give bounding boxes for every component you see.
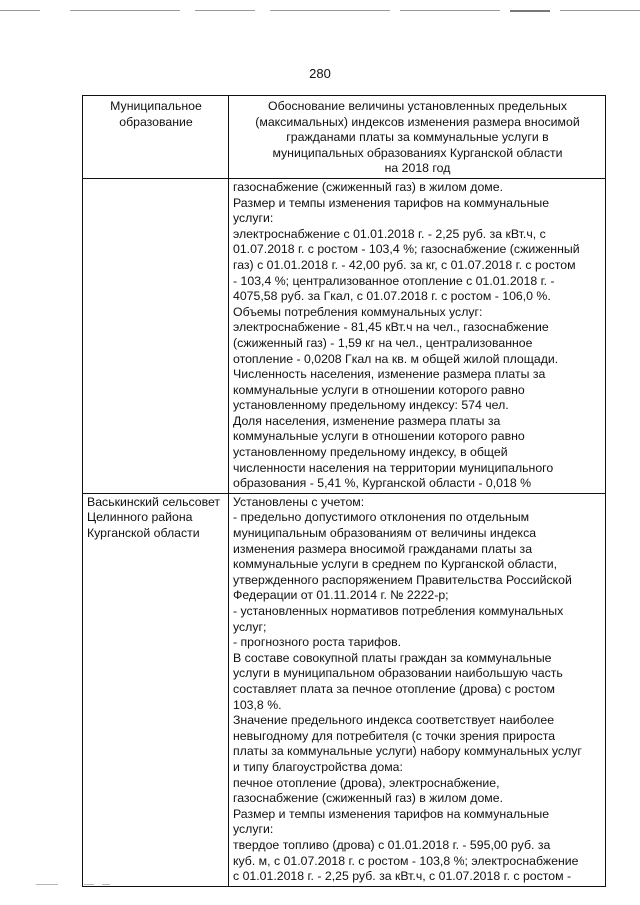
scan-edge-bottom (36, 883, 116, 886)
text-line: В составе совокупной платы граждан за коммунальные (233, 650, 552, 665)
text-line: утвержденного распоряжением Правительства Российской (233, 572, 572, 587)
text-line: электроснабжение - 81,45 кВт.ч на чел., газоснабжение (233, 320, 549, 335)
text-line: 4075,58 руб. за Гкал, с 01.07.2018 г. с ростом - 106,0 %. (233, 289, 551, 304)
table-header-row (83, 96, 606, 179)
text-line: печное отопление (дрова), электроснабжение, (233, 775, 500, 790)
text-line: услуг; (233, 619, 267, 634)
text-line: Значение предельного индекса соответствует наиболее (233, 713, 555, 728)
text-line: твердое топливо (дрова) с 01.01.2018 г. - 595,00 руб. за (233, 837, 551, 852)
header-text-line: (максимальных) индексов изменения размера вносимой (255, 114, 580, 129)
text-line: установленному предельному индексу: 574 чел. (233, 398, 509, 413)
text-line: газоснабжение (сжиженный газ) в жилом доме. (233, 791, 504, 806)
text-line: платы за коммунальные услуги) набору коммунальных услуг (233, 744, 582, 759)
justification-cell (229, 493, 606, 886)
justification-table (82, 95, 606, 887)
municipality-cell (83, 493, 229, 886)
text-line: газ) с 01.01.2018 г. - 42,00 руб. за кг, с 01.07.2018 г. с ростом (233, 257, 576, 272)
text-line: установленному предельному индексу, в общей (233, 445, 508, 460)
justification-cell (229, 178, 606, 493)
text-line: Объемы потребления коммунальных услуг: (233, 304, 483, 319)
text-line: - предельно допустимого отклонения по отдельным (233, 510, 530, 525)
table-row (83, 493, 606, 886)
text-line: (сжиженный газ) - 1,59 кг на чел., централизованное (233, 335, 533, 350)
text-line: Установлены с учетом: (233, 494, 365, 509)
text-line: газоснабжение (сжиженный газ) в жилом доме. (233, 179, 504, 194)
text-line: - установленных нормативов потребления коммунальных (233, 604, 564, 618)
text-line: Численность населения, изменение размера платы за (233, 367, 546, 382)
municipality-line: Курганской области (87, 526, 200, 541)
text-line: коммунальные услуги в отношении которого равно (233, 429, 525, 444)
scan-edge-top (0, 9, 640, 13)
text-line: коммунальные услуги в отношении которого равно (233, 382, 525, 397)
text-line: коммунальные услуги в среднем по Курганской области, (233, 557, 558, 572)
page-number: 280 (309, 66, 331, 81)
text-line: с 01.01.2018 г. - 2,25 руб. за кВт.ч, с 01.07.2018 г. с ростом - (233, 869, 572, 884)
header-text-line: Муниципальное (110, 99, 202, 113)
municipality-cell (83, 178, 229, 493)
text-line: куб. м, с 01.07.2018 г. с ростом - 103,8 %; электроснабжение (233, 853, 579, 868)
header-justification (229, 96, 606, 179)
municipality-line: Васькинский сельсовет (87, 494, 221, 509)
text-line: невыгодному для потребителя (с точки зрения прироста (233, 728, 556, 743)
text-line: численности населения на территории муниципального (233, 460, 554, 475)
text-line: изменения размера вносимой гражданами платы за (233, 541, 533, 556)
text-line: - прогнозного роста тарифов. (233, 635, 402, 650)
text-line: услуги: (233, 211, 274, 226)
text-line: Размер и темпы изменения тарифов на коммунальные (233, 806, 550, 821)
text-line: - 103,4 %; централизованное отопление с 01.01.2018 г. - (233, 273, 555, 288)
text-line: 01.07.2018 г. с ростом - 103,4 %; газоснабжение (сжиженный (233, 242, 580, 257)
text-line: услуги: (233, 822, 274, 837)
municipality-line: Целинного района (87, 510, 193, 525)
text-line: образования - 5,41 %, Курганской области - 0,018 % (233, 476, 532, 491)
header-text-line: гражданами платы за коммунальные услуги в (286, 130, 549, 145)
text-line: 103,8 %. (233, 697, 282, 712)
text-line: электроснабжение с 01.01.2018 г. - 2,25 руб. за кВт.ч, с (233, 226, 546, 241)
text-line: Федерации от 01.11.2014 г. № 2222-р; (233, 588, 449, 603)
text-line: составляет плата за печное отопление (дрова) с ростом (233, 681, 555, 696)
header-municipality (83, 96, 229, 179)
text-line: услуги в муниципальном образовании наибольшую часть (233, 666, 563, 681)
header-text-line: муниципальных образованиях Курганской области (272, 145, 563, 160)
text-line: муниципальным образованиям от величины индекса (233, 526, 537, 541)
text-line: Размер и темпы изменения тарифов на коммунальные (233, 195, 550, 210)
header-text-line: образование (119, 114, 193, 129)
text-line: отопление - 0,0208 Гкал на кв. м общей жилой площади. (233, 351, 559, 366)
text-line: и типу благоустройства дома: (233, 759, 403, 774)
header-text-line: на 2018 год (384, 161, 451, 176)
text-line: Доля населения, изменение размера платы за (233, 413, 501, 428)
table-row (83, 178, 606, 493)
header-text-line: Обоснование величины установленных предельных (268, 99, 567, 113)
